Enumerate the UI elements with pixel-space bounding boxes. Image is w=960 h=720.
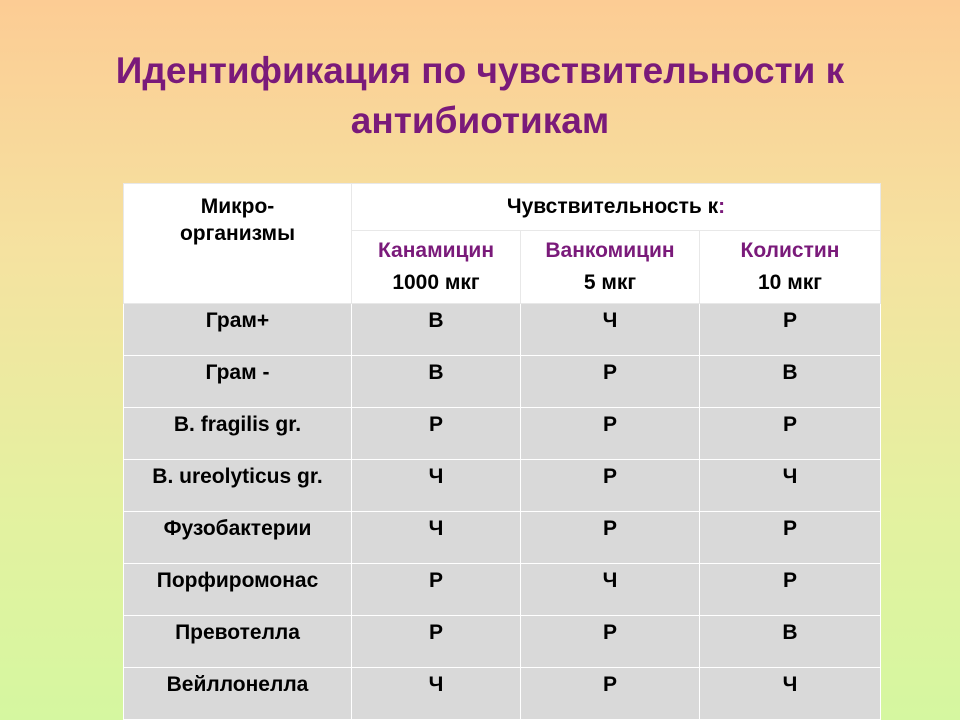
sensitivity-cell: Р: [700, 512, 881, 564]
antibiotic-header: [700, 231, 881, 304]
table-row: [124, 304, 881, 356]
table-row: [124, 356, 881, 408]
sensitivity-cell: Р: [700, 408, 881, 460]
sensitivity-cell: Р: [352, 564, 521, 616]
sensitivity-cell: Р: [521, 408, 700, 460]
organism-cell: Превотелла: [124, 616, 352, 668]
slide-title-line-2: антибиотикам: [350, 100, 610, 141]
sensitivity-cell: Ч: [352, 512, 521, 564]
organism-cell: Фузобактерии: [124, 512, 352, 564]
table-row: [124, 668, 881, 720]
sensitivity-cell: Ч: [700, 460, 881, 512]
organism-cell: Грам -: [124, 356, 352, 408]
table-row: [124, 460, 881, 512]
sensitivity-cell: Ч: [352, 460, 521, 512]
antibiotic-name: Колистин: [740, 239, 840, 262]
sensitivity-cell: Р: [352, 408, 521, 460]
sensitivity-cell: Ч: [352, 668, 521, 720]
sensitivity-cell: Р: [352, 616, 521, 668]
organism-cell: Порфиромонас: [124, 564, 352, 616]
microorganisms-header-line-1: Микро-: [200, 195, 275, 218]
organism-cell: Грам+: [124, 304, 352, 356]
sensitivity-cell: В: [700, 616, 881, 668]
sensitivity-cell: Р: [521, 460, 700, 512]
sensitivity-cell: Р: [521, 668, 700, 720]
slide-title-line-1: Идентификация по чувствительности к: [115, 50, 845, 91]
table-row: [124, 512, 881, 564]
table-header-row: [124, 184, 881, 231]
antibiotic-dose: 1000 мкг: [392, 271, 480, 294]
sensitivity-table: [123, 183, 881, 720]
organism-cell: Вейллонелла: [124, 668, 352, 720]
table-row: [124, 616, 881, 668]
sensitivity-header-label: Чувствительность к: [506, 195, 719, 218]
sensitivity-cell: В: [700, 356, 881, 408]
microorganisms-header: [124, 184, 352, 304]
organism-cell: B. ureolyticus gr.: [124, 460, 352, 512]
table-row: [124, 408, 881, 460]
sensitivity-cell: Р: [521, 512, 700, 564]
sensitivity-cell: Ч: [700, 668, 881, 720]
antibiotic-name: Канамицин: [377, 239, 495, 262]
table-row: [124, 564, 881, 616]
antibiotic-dose: 10 мкг: [758, 271, 822, 294]
sensitivity-cell: Ч: [521, 304, 700, 356]
sensitivity-cell: Р: [700, 304, 881, 356]
antibiotic-dose: 5 мкг: [583, 271, 637, 294]
sensitivity-header-colon: :: [718, 195, 726, 218]
sensitivity-cell: В: [352, 304, 521, 356]
sensitivity-cell: Р: [700, 564, 881, 616]
organism-cell: B. fragilis gr.: [124, 408, 352, 460]
antibiotic-header: [521, 231, 700, 304]
antibiotic-name: Ванкомицин: [545, 239, 675, 262]
sensitivity-header: [352, 184, 881, 231]
sensitivity-cell: В: [352, 356, 521, 408]
antibiotic-header: [352, 231, 521, 304]
sensitivity-cell: Р: [521, 616, 700, 668]
sensitivity-cell: Ч: [521, 564, 700, 616]
slide-title: [0, 46, 960, 146]
microorganisms-header-line-2: организмы: [179, 222, 296, 245]
sensitivity-cell: Р: [521, 356, 700, 408]
